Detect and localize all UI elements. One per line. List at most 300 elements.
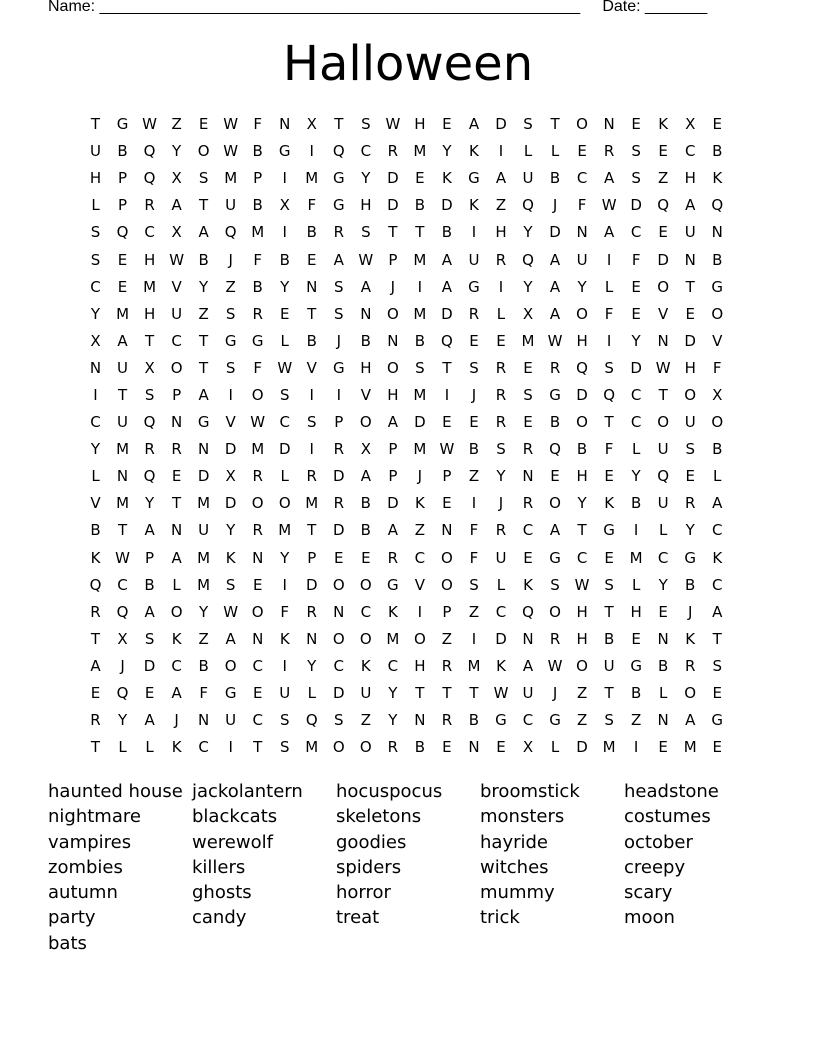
grid-letter: B bbox=[658, 656, 669, 675]
grid-letter: O bbox=[549, 494, 561, 513]
grid-letter: E bbox=[550, 467, 560, 486]
grid-letter: H bbox=[495, 223, 507, 242]
grid-letter: O bbox=[359, 413, 372, 432]
grid-letter: E bbox=[469, 331, 479, 350]
grid-letter: E bbox=[523, 358, 533, 377]
grid-letter: L bbox=[550, 738, 560, 757]
grid-letter: L bbox=[307, 684, 316, 703]
grid-letter: E bbox=[361, 548, 371, 567]
grid-letter: R bbox=[522, 494, 534, 513]
grid-letter: O bbox=[251, 494, 264, 513]
grid-letter: F bbox=[199, 684, 208, 703]
grid-letter: H bbox=[576, 331, 588, 350]
grid-letter: W bbox=[655, 358, 671, 377]
grid-letter: O bbox=[170, 602, 183, 621]
word-list-item: mummy bbox=[480, 882, 555, 904]
grid-letter: B bbox=[360, 494, 371, 513]
grid-letter: Y bbox=[90, 304, 101, 323]
grid-letter: B bbox=[252, 277, 263, 296]
grid-letter: E bbox=[577, 142, 587, 161]
grid-letter: Q bbox=[711, 196, 724, 215]
grid-letter: W bbox=[493, 684, 509, 703]
grid-letter: Y bbox=[280, 548, 290, 567]
grid-letter: N bbox=[89, 358, 102, 377]
grid-letter: M bbox=[521, 331, 535, 350]
grid-letter: Z bbox=[360, 711, 371, 730]
grid-row bbox=[82, 274, 742, 301]
grid-letter: Y bbox=[496, 467, 506, 486]
grid-letter: R bbox=[144, 196, 155, 215]
grid-letter: Y bbox=[90, 440, 101, 459]
grid-letter: O bbox=[441, 548, 453, 567]
grid-letter: A bbox=[171, 548, 182, 567]
grid-letter: C bbox=[630, 385, 642, 404]
grid-letter: A bbox=[144, 521, 155, 540]
grid-letter: X bbox=[712, 385, 723, 404]
grid-letter: Q bbox=[603, 385, 616, 404]
grid-letter: S bbox=[198, 169, 209, 188]
grid-letter: A bbox=[90, 656, 101, 675]
grid-letter: B bbox=[306, 331, 317, 350]
grid-letter: D bbox=[387, 196, 399, 215]
word-list-item: treat bbox=[336, 907, 380, 929]
grid-letter: O bbox=[711, 304, 724, 323]
grid-letter: R bbox=[495, 385, 507, 404]
grid-letter: V bbox=[414, 575, 426, 594]
grid-letter: R bbox=[549, 629, 561, 648]
grid-letter: O bbox=[332, 629, 345, 648]
grid-letter: C bbox=[576, 548, 588, 567]
word-list-item: vampires bbox=[48, 831, 132, 853]
grid-letter: I bbox=[606, 331, 612, 350]
grid-letter: N bbox=[522, 629, 534, 648]
grid-letter: B bbox=[576, 440, 588, 459]
grid-letter: Y bbox=[523, 277, 533, 296]
grid-letter: Z bbox=[468, 467, 480, 486]
grid-letter: C bbox=[630, 223, 642, 242]
grid-letter: O bbox=[711, 413, 724, 432]
grid-letter: O bbox=[657, 413, 670, 432]
grid-letter: A bbox=[712, 494, 723, 513]
grid-letter: T bbox=[415, 684, 425, 703]
grid-letter: T bbox=[90, 115, 101, 134]
grid-letter: S bbox=[225, 575, 236, 594]
grid-letter: N bbox=[306, 629, 318, 648]
word-list-item: trick bbox=[480, 907, 520, 929]
grid-letter: D bbox=[387, 169, 399, 188]
grid-row bbox=[82, 626, 742, 653]
grid-letter: B bbox=[685, 575, 696, 594]
grid-letter: E bbox=[712, 115, 722, 134]
grid-letter: N bbox=[279, 115, 291, 134]
grid-letter: C bbox=[252, 711, 263, 730]
grid-letter: N bbox=[657, 711, 669, 730]
grid-row bbox=[82, 734, 742, 761]
grid-letter: O bbox=[332, 738, 345, 757]
grid-letter: F bbox=[604, 440, 614, 459]
grid-letter: L bbox=[658, 684, 668, 703]
grid-letter: K bbox=[90, 548, 101, 567]
grid-letter: N bbox=[252, 548, 264, 567]
grid-letter: V bbox=[658, 304, 669, 323]
grid-letter: K bbox=[279, 629, 290, 648]
grid-letter: F bbox=[577, 196, 587, 215]
word-list-item: blackcats bbox=[192, 806, 278, 828]
grid-letter: H bbox=[684, 358, 696, 377]
word-list-item: costumes bbox=[624, 806, 711, 828]
grid-letter: C bbox=[684, 142, 696, 161]
grid-letter: R bbox=[495, 413, 507, 432]
grid-letter: Y bbox=[577, 494, 587, 513]
grid-letter: I bbox=[228, 738, 233, 757]
grid-letter: C bbox=[522, 521, 534, 540]
grid-letter: C bbox=[198, 738, 209, 757]
grid-letter: X bbox=[144, 358, 155, 377]
grid-letter: A bbox=[712, 602, 723, 621]
grid-letter: N bbox=[198, 711, 210, 730]
grid-letter: O bbox=[170, 358, 183, 377]
word-list-item: creepy bbox=[624, 856, 686, 878]
grid-letter: N bbox=[657, 629, 669, 648]
word-list-item: autumn bbox=[48, 882, 118, 904]
grid-letter: M bbox=[197, 548, 211, 567]
grid-letter: U bbox=[198, 521, 210, 540]
grid-letter: U bbox=[657, 494, 669, 513]
grid-letter: S bbox=[361, 115, 371, 134]
grid-letter: B bbox=[279, 250, 290, 269]
grid-letter: K bbox=[658, 115, 669, 134]
grid-letter: T bbox=[604, 602, 614, 621]
grid-letter: S bbox=[550, 575, 560, 594]
grid-letter: Y bbox=[685, 521, 695, 540]
word-list-item: jackolantern bbox=[192, 781, 303, 802]
grid-letter: F bbox=[631, 250, 641, 269]
grid-letter: E bbox=[252, 684, 263, 703]
grid-letter: W bbox=[547, 656, 563, 675]
grid-letter: A bbox=[685, 711, 696, 730]
grid-letter: R bbox=[333, 494, 345, 513]
grid-letter: E bbox=[631, 277, 641, 296]
word-list-item: zombies bbox=[48, 856, 123, 878]
grid-letter: T bbox=[199, 196, 209, 215]
grid-letter: G bbox=[224, 331, 237, 350]
word-list-item: monsters bbox=[480, 806, 565, 828]
grid-letter: Q bbox=[143, 413, 156, 432]
grid-letter: D bbox=[197, 467, 210, 486]
grid-letter: U bbox=[90, 142, 101, 161]
grid-letter: S bbox=[225, 304, 236, 323]
grid-letter: T bbox=[307, 304, 317, 323]
grid-letter: E bbox=[90, 684, 101, 703]
grid-letter: L bbox=[280, 467, 289, 486]
grid-letter: G bbox=[495, 711, 507, 730]
grid-letter: A bbox=[225, 629, 236, 648]
grid-letter: U bbox=[684, 413, 696, 432]
grid-letter: Z bbox=[576, 684, 588, 703]
grid-letter: H bbox=[143, 250, 156, 269]
grid-letter: X bbox=[279, 196, 290, 215]
grid-letter: Y bbox=[172, 142, 182, 161]
grid-letter: K bbox=[469, 196, 479, 215]
grid-letter: U bbox=[468, 250, 480, 269]
grid-letter: V bbox=[712, 331, 723, 350]
grid-letter: M bbox=[116, 440, 130, 459]
grid-letter: T bbox=[172, 494, 182, 513]
grid-letter: E bbox=[442, 413, 452, 432]
grid-letter: C bbox=[711, 521, 723, 540]
grid-letter: U bbox=[225, 711, 237, 730]
grid-letter: V bbox=[306, 358, 317, 377]
grid-letter: N bbox=[170, 521, 183, 540]
grid-row bbox=[82, 707, 742, 734]
grid-letter: D bbox=[576, 738, 588, 757]
grid-letter: F bbox=[604, 304, 614, 323]
grid-letter: X bbox=[171, 223, 182, 242]
grid-letter: W bbox=[250, 413, 266, 432]
grid-letter: B bbox=[144, 575, 155, 594]
grid-letter: W bbox=[574, 575, 590, 594]
grid-letter: M bbox=[116, 304, 130, 323]
grid-letter: U bbox=[117, 358, 129, 377]
grid-letter: W bbox=[385, 115, 401, 134]
grid-letter: N bbox=[306, 277, 318, 296]
grid-letter: W bbox=[358, 250, 374, 269]
grid-letter: S bbox=[144, 385, 155, 404]
grid-letter: C bbox=[252, 656, 263, 675]
grid-letter: B bbox=[712, 142, 723, 161]
grid-letter: T bbox=[550, 115, 560, 134]
grid-letter: D bbox=[549, 223, 561, 242]
grid-letter: I bbox=[606, 250, 612, 269]
grid-letter: D bbox=[333, 684, 345, 703]
grid-letter: G bbox=[332, 169, 345, 188]
grid-letter: U bbox=[360, 684, 372, 703]
grid-letter: V bbox=[90, 494, 101, 513]
grid-letter: G bbox=[332, 358, 345, 377]
grid-letter: R bbox=[333, 440, 345, 459]
grid-letter: E bbox=[415, 169, 425, 188]
grid-letter: O bbox=[684, 385, 697, 404]
grid-letter: J bbox=[228, 250, 233, 269]
grid-letter: I bbox=[471, 223, 477, 242]
grid-letter: T bbox=[90, 738, 101, 757]
grid-letter: A bbox=[441, 277, 453, 296]
word-list-item: werewolf bbox=[192, 831, 273, 853]
grid-letter: Q bbox=[89, 575, 102, 594]
grid-letter: G bbox=[603, 521, 615, 540]
grid-letter: N bbox=[333, 602, 345, 621]
grid-letter: J bbox=[120, 656, 125, 675]
grid-letter: C bbox=[144, 223, 155, 242]
grid-letter: C bbox=[333, 656, 345, 675]
grid-letter: P bbox=[253, 169, 263, 188]
grid-letter: M bbox=[413, 440, 427, 459]
grid-letter: B bbox=[630, 494, 642, 513]
grid-letter: L bbox=[496, 304, 506, 323]
grid-letter: H bbox=[360, 196, 372, 215]
grid-letter: Q bbox=[522, 196, 534, 215]
grid-letter: N bbox=[603, 115, 615, 134]
grid-letter: C bbox=[360, 142, 372, 161]
grid-letter: I bbox=[417, 277, 423, 296]
grid-letter: L bbox=[280, 331, 289, 350]
grid-letter: I bbox=[93, 385, 98, 404]
word-list-item: witches bbox=[480, 856, 549, 878]
grid-letter: E bbox=[442, 115, 452, 134]
grid-letter: Q bbox=[522, 602, 534, 621]
grid-letter: C bbox=[360, 602, 372, 621]
grid-letter: R bbox=[144, 440, 155, 459]
grid-letter: D bbox=[576, 385, 588, 404]
grid-letter: B bbox=[360, 521, 371, 540]
grid-letter: J bbox=[687, 602, 693, 621]
grid-letter: T bbox=[604, 413, 614, 432]
grid-letter: E bbox=[658, 602, 668, 621]
grid-letter: I bbox=[309, 440, 314, 459]
grid-letter: N bbox=[198, 440, 210, 459]
grid-letter: S bbox=[307, 413, 317, 432]
grid-letter: Q bbox=[441, 331, 453, 350]
grid-letter: Y bbox=[388, 711, 398, 730]
grid-letter: Q bbox=[116, 602, 129, 621]
grid-letter: H bbox=[684, 169, 696, 188]
grid-letter: E bbox=[631, 304, 641, 323]
grid-letter: I bbox=[309, 385, 314, 404]
grid-letter: W bbox=[115, 548, 130, 567]
grid-letter: W bbox=[601, 196, 617, 215]
grid-letter: T bbox=[415, 223, 425, 242]
grid-letter: Y bbox=[361, 169, 371, 188]
grid-letter: A bbox=[549, 277, 561, 296]
grid-letter: S bbox=[225, 358, 236, 377]
grid-letter: X bbox=[117, 629, 128, 648]
grid-letter: I bbox=[498, 277, 504, 296]
grid-letter: T bbox=[90, 629, 101, 648]
word-list-item: hayride bbox=[480, 831, 548, 853]
grid-letter: U bbox=[603, 656, 615, 675]
grid-letter: L bbox=[550, 142, 560, 161]
grid-letter: X bbox=[360, 440, 371, 459]
word-list-item: skeletons bbox=[336, 806, 422, 828]
grid-letter: I bbox=[282, 223, 287, 242]
grid-letter: O bbox=[332, 575, 345, 594]
grid-letter: X bbox=[306, 115, 317, 134]
grid-letter: R bbox=[387, 738, 399, 757]
grid-letter: R bbox=[684, 656, 696, 675]
grid-letter: A bbox=[198, 385, 209, 404]
grid-letter: R bbox=[306, 602, 317, 621]
grid-letter: X bbox=[90, 331, 101, 350]
grid-letter: E bbox=[685, 304, 695, 323]
grid-letter: E bbox=[442, 494, 452, 513]
grid-letter: K bbox=[712, 169, 723, 188]
grid-letter: M bbox=[197, 575, 211, 594]
word-list-item: horror bbox=[336, 882, 391, 904]
grid-letter: F bbox=[469, 548, 479, 567]
grid-letter: R bbox=[252, 304, 263, 323]
grid-row bbox=[82, 545, 742, 572]
grid-letter: C bbox=[90, 413, 101, 432]
grid-letter: R bbox=[252, 521, 263, 540]
grid-letter: J bbox=[174, 711, 179, 730]
grid-letter: Q bbox=[332, 142, 345, 161]
grid-letter: K bbox=[712, 548, 723, 567]
grid-letter: B bbox=[306, 223, 317, 242]
grid-letter: U bbox=[657, 440, 669, 459]
grid-letter: M bbox=[683, 738, 697, 757]
grid-letter: N bbox=[387, 331, 399, 350]
grid-letter: W bbox=[142, 115, 157, 134]
grid-letter: C bbox=[522, 711, 534, 730]
grid-letter: Z bbox=[414, 521, 426, 540]
grid-letter: Y bbox=[388, 684, 398, 703]
grid-letter: R bbox=[495, 358, 507, 377]
grid-letter: A bbox=[333, 250, 344, 269]
grid-letter: R bbox=[495, 521, 507, 540]
grid-letter: U bbox=[522, 684, 534, 703]
grid-letter: T bbox=[334, 115, 344, 134]
grid-letter: M bbox=[413, 142, 427, 161]
grid-letter: L bbox=[631, 575, 641, 594]
grid-letter: M bbox=[197, 494, 211, 513]
grid-letter: Q bbox=[143, 467, 156, 486]
grid-letter: I bbox=[498, 142, 504, 161]
grid-letter: G bbox=[116, 115, 129, 134]
grid-letter: S bbox=[604, 575, 614, 594]
grid-letter: K bbox=[414, 494, 425, 513]
grid-letter: D bbox=[143, 656, 156, 675]
grid-letter: D bbox=[495, 115, 507, 134]
grid-letter: S bbox=[523, 385, 533, 404]
grid-letter: Y bbox=[280, 277, 290, 296]
grid-letter: D bbox=[495, 629, 507, 648]
grid-letter: U bbox=[684, 223, 696, 242]
grid-letter: V bbox=[171, 277, 182, 296]
grid-letter: W bbox=[547, 331, 563, 350]
grid-letter: K bbox=[387, 602, 398, 621]
grid-letter: A bbox=[387, 521, 398, 540]
grid-letter: G bbox=[684, 548, 697, 567]
grid-letter: G bbox=[549, 385, 561, 404]
grid-letter: J bbox=[498, 494, 504, 513]
grid-letter: G bbox=[711, 277, 724, 296]
grid-row bbox=[82, 436, 742, 463]
grid-letter: E bbox=[712, 738, 722, 757]
grid-letter: I bbox=[633, 521, 639, 540]
grid-letter: H bbox=[387, 385, 399, 404]
grid-letter: C bbox=[630, 413, 642, 432]
grid-letter: K bbox=[442, 169, 452, 188]
grid-letter: P bbox=[388, 467, 398, 486]
grid-letter: L bbox=[658, 521, 668, 540]
grid-letter: Q bbox=[522, 250, 534, 269]
grid-letter: H bbox=[414, 115, 426, 134]
grid-letter: A bbox=[685, 196, 696, 215]
grid-letter: D bbox=[630, 358, 642, 377]
grid-letter: S bbox=[685, 440, 695, 459]
grid-row bbox=[82, 165, 742, 192]
grid-letter: Z bbox=[198, 304, 209, 323]
grid-letter: Q bbox=[657, 196, 670, 215]
grid-row bbox=[82, 246, 742, 273]
grid-letter: Y bbox=[658, 575, 668, 594]
grid-letter: N bbox=[170, 413, 183, 432]
grid-letter: H bbox=[630, 602, 642, 621]
grid-letter: H bbox=[414, 656, 426, 675]
grid-letter: T bbox=[117, 521, 128, 540]
grid-letter: G bbox=[549, 711, 561, 730]
grid-letter: W bbox=[223, 602, 239, 621]
